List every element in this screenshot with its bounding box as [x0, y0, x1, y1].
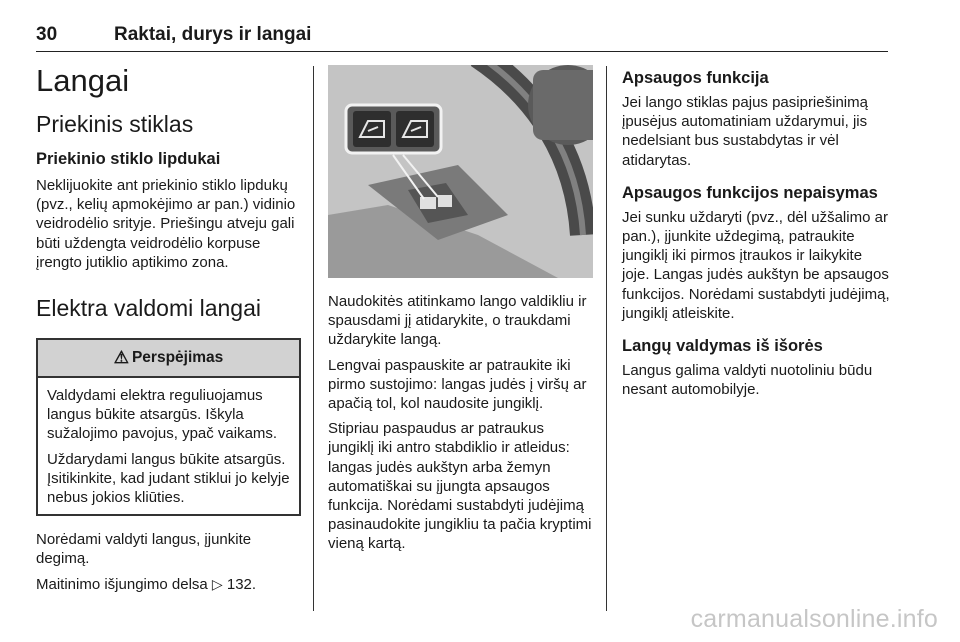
column-right — [622, 62, 890, 399]
subsection-title-priekinis: Priekinis stiklas — [36, 111, 194, 137]
chapter-title: Raktai, durys ir langai — [114, 24, 312, 45]
maitinimo-text: Maitinimo išjungimo delsa — [36, 575, 208, 593]
paragraph-lipdukai: Neklijuokite ant priekinio stiklo lipdukų (pvz., kelių apmokėjimo ar pan.) vidinio veidrodėlio srityje. Priešingu atveju gali būti uždengta veidrodėlio korpuse įrengto jutiklio aptikimo zona. — [36, 177, 296, 271]
section-title-langai: Langai — [36, 63, 130, 98]
paragraph-nepaisymas: Jei sunku uždaryti (pvz., dėl užšalimo ar pan.), įjunkite uždegimą, patraukite jungiklį iki pirmos įtraukos ir laikykite joje. Langas judės aukštyn be apsaugos funkcijos. Norėdami sustabdyti judėjimą, jungiklį atleiskite. — [622, 208, 890, 322]
window-switch-illustration — [328, 65, 593, 278]
heading-isores: Langų valdymas iš išorės — [622, 337, 823, 356]
paragraph-maitinimo — [36, 575, 301, 594]
paragraph-apsaugos: Jei lango stiklas pajus pasipriešinimą įpusėjus automatiniam uždarymui, jis nedelsiant bus sustabdytas ir vėl atidarytas. — [622, 94, 868, 169]
subsection-title-elektra: Elektra valdomi langai — [36, 295, 262, 322]
warning-title: Perspėjimas — [131, 349, 224, 367]
heading-apsaugos: Apsaugos funkcija — [622, 69, 769, 87]
page-number: 30 — [36, 24, 58, 45]
page-header — [36, 22, 888, 52]
column-divider-right — [606, 66, 607, 611]
paragraph-stipriau: Stipriau paspaudus ar patraukus jungiklį iki antro stabdiklio ir atleidus: langas judės aukštyn arba žemyn automatiškai su įjungta apsaugos funkcija. Norėdami sustabdyti judėjimą pasinaudokite jungikliu ta pačia kryptimi vieną kartą. — [328, 420, 592, 553]
heading-lipdukai: Priekinio stiklo lipdukai — [36, 150, 221, 168]
watermark-text: carmanualsonline.info — [690, 605, 938, 633]
paragraph-ijunkite: Norėdami valdyti langus, įjunkite degimą. — [36, 531, 252, 568]
warning-triangle-icon: ⚠ — [113, 348, 129, 368]
heading-nepaisymas: Apsaugos funkcijos nepaisymas — [622, 183, 878, 202]
warning-paragraph-1: Valdydami elektra reguliuojamus langus būkite atsargūs. Iškyla sužalojimo pavojus, ypač vaikams. — [47, 387, 278, 443]
paragraph-lengvai: Lengvai paspauskite ar patraukite iki pirmo sustojimo: langas judės į viršų ar apačią tol, kol naudosite jungiklį. — [328, 356, 587, 413]
warning-header — [38, 340, 299, 378]
column-middle — [328, 62, 593, 554]
window-switch-photo — [328, 65, 593, 278]
warning-box — [36, 338, 301, 516]
paragraph-naudokites: Naudokitės atitinkamo lango valdikliu ir spausdami jį atidarykite, o traukdami uždarykite langą. — [328, 293, 587, 349]
page-reference-arrow-icon: ▷ — [211, 575, 223, 592]
page-reference-link[interactable]: 132. — [226, 575, 257, 593]
paragraph-isores: Langus galima valdyti nuotoliniu būdu nesant automobilyje. — [622, 362, 873, 399]
column-divider-left — [313, 66, 314, 611]
warning-paragraph-2: Uždarydami langus būkite atsargūs. Įsitikinkite, kad judant stiklui jo kelyje nebus jokios kliūties. — [47, 450, 290, 507]
column-left — [36, 62, 301, 594]
warning-body — [38, 378, 299, 514]
